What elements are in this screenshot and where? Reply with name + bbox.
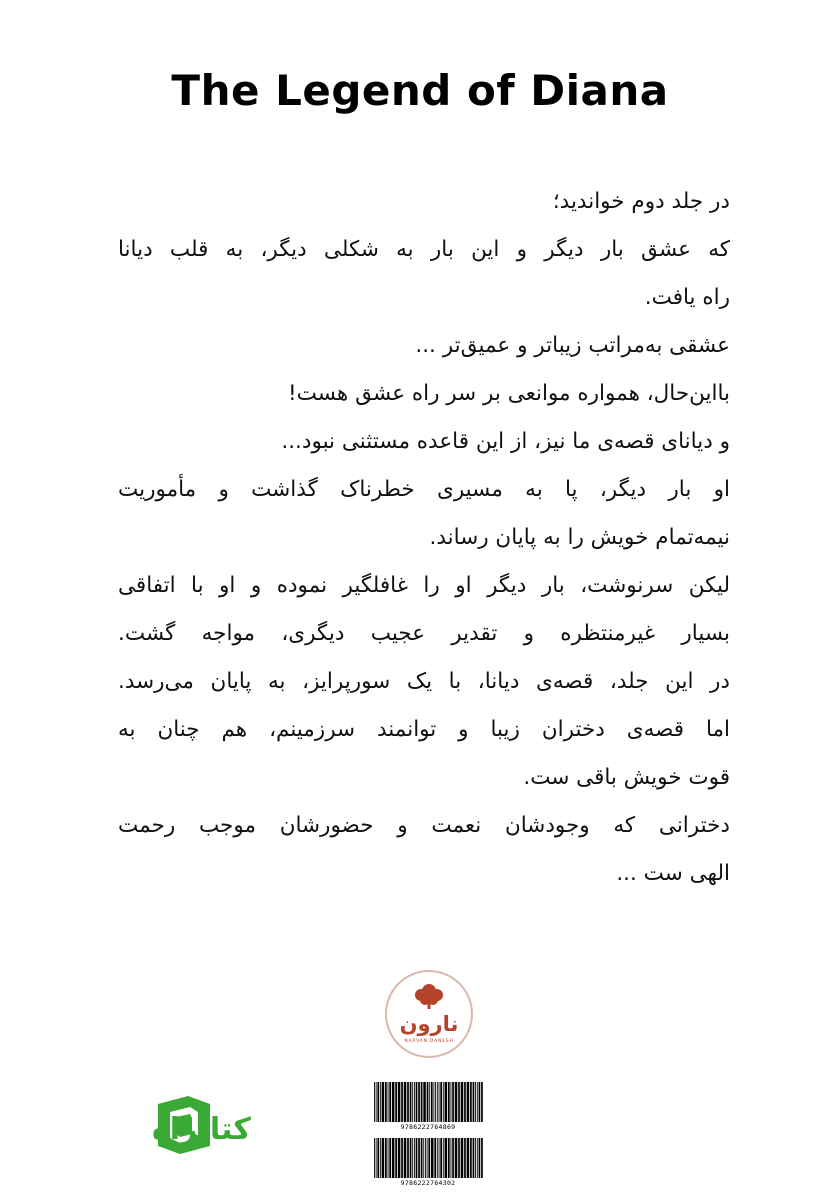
barcode-bar [418,1138,420,1178]
barcode-bars [370,1138,486,1178]
barcode-bar [475,1082,476,1122]
barcode-bar [414,1082,415,1122]
barcode-bar [452,1138,454,1178]
barcode-bar [412,1138,413,1178]
blurb-line: در جلد دوم خواندید؛ [552,189,730,214]
barcode-bar [392,1138,395,1178]
barcode-bar [380,1138,381,1178]
barcode-bar [437,1138,438,1178]
blurb-line: راه یافت. [644,285,730,310]
barcode-bar [423,1138,424,1178]
retailer-logo [40,1090,251,1160]
barcode-bar [431,1138,434,1178]
barcode-bar [440,1138,442,1178]
book-title: The Legend of Diana [171,66,669,115]
barcode-bar [423,1082,426,1122]
blurb-line: عشقی به‌مراتب زیباتر و عمیق‌تر ... [415,333,730,358]
blurb-line: قوت خویش باقی ست. [523,765,730,790]
barcode-bar [407,1082,409,1122]
barcode-bar [428,1138,430,1178]
barcode-bar [376,1138,377,1178]
barcode-bar [470,1082,472,1122]
barcode-bar [377,1138,379,1178]
barcode-bar [461,1138,464,1178]
barcode-bar [473,1138,475,1178]
barcode-bar [401,1082,403,1122]
barcode-bar [458,1082,460,1122]
barcode-bar [443,1138,444,1178]
barcode-bar [410,1138,412,1178]
publisher-logo [384,969,474,1059]
barcode-bar [382,1082,385,1122]
blurb-line: نیمه‌تمام خویش را به پایان رساند. [429,525,730,550]
blurb-line: که عشق بار دیگر و این بار به شکلی دیگر، به قلب دیانا [118,237,730,262]
barcode-bar [464,1138,466,1178]
barcode-bar [392,1082,395,1122]
barcode-bar [421,1082,423,1122]
barcode-bar [385,1138,387,1178]
barcode-bar [467,1082,470,1122]
barcode-bar [434,1082,435,1122]
barcode-bar [451,1138,452,1178]
retailer-name: کتابراه [152,1112,251,1147]
blurb-line: لیکن سرنوشت، بار دیگر او را غافلگیر نموده و او با اتفاقی [118,573,730,598]
barcode-bar [445,1082,448,1122]
barcode-bar [470,1138,472,1178]
barcode-bar [467,1138,470,1178]
publisher-name: نارون [399,1012,459,1036]
barcode-bar [377,1082,379,1122]
barcode-bar [452,1082,454,1122]
barcode-bar [437,1082,438,1122]
barcode-bar [404,1082,407,1122]
barcode-bar [448,1138,450,1178]
barcode-bar [410,1082,412,1122]
barcode-bar [398,1082,401,1122]
back-cover-blurb [118,178,730,898]
barcode-bar [431,1082,433,1122]
blurb-line: دخترانی که وجودشان نعمت و حضورشان موجب رحمت [118,813,730,838]
barcode-bar [389,1082,391,1122]
blurb-line: بااین‌حال، همواره موانعی بر سر راه عشق هست! [288,381,730,406]
barcode-bar [477,1138,478,1178]
barcode-bar [374,1082,375,1122]
barcode-bar [435,1082,436,1122]
barcode-bar [380,1082,381,1122]
barcode-bar [427,1138,428,1178]
barcode-number: 9786222764869 [400,1123,456,1131]
barcode-bar [407,1138,409,1178]
barcode-bar [464,1082,466,1122]
blurb-line: و دیانای قصه‌ی ما نیز، از این قاعده مستثنی نبود... [281,429,730,454]
barcode-bar [439,1082,440,1122]
barcode-bar [451,1082,452,1122]
barcode-bar [389,1138,391,1178]
barcode-bar [479,1082,481,1122]
publisher-subtitle: NARVAN DANESH [404,1039,454,1044]
barcode-bar [385,1082,387,1122]
barcode-bar [477,1082,478,1122]
barcode-bar [427,1082,429,1122]
barcode-bar [429,1082,430,1122]
barcode-bar [416,1082,418,1122]
barcode-bar [412,1082,413,1122]
barcode-bars [370,1082,486,1122]
barcode-bar [448,1082,450,1122]
barcode-number: 9786222764302 [400,1179,456,1187]
barcode-bar [388,1138,389,1178]
barcode-bar [414,1138,415,1178]
barcode-bar [374,1138,375,1178]
barcode-bar [440,1082,442,1122]
barcode-bar [445,1138,448,1178]
barcode-bar [479,1138,481,1178]
barcode-bar [455,1082,458,1122]
barcode-bar [376,1082,377,1122]
blurb-line: در این جلد، قصه‌ی دیانا، با یک سورپرایز، به پایان می‌رسد. [118,669,730,694]
barcode-bar [398,1138,401,1178]
barcode-bar [481,1082,483,1122]
blurb-line: او بار دیگر، پا به مسیری خطرناک گذاشت و مأموریت [118,477,730,502]
barcode-bar [388,1082,389,1122]
barcode-bar [395,1082,397,1122]
isbn-barcode [370,1138,486,1187]
barcode-bar [439,1138,440,1178]
barcode-bar [425,1138,426,1178]
barcode-bar [475,1138,476,1178]
barcode-bar [416,1138,418,1178]
barcode-bar [458,1138,460,1178]
barcode-bar [461,1082,464,1122]
barcode-bar [473,1082,475,1122]
barcode-bar [382,1138,385,1178]
barcode-bar [404,1138,407,1178]
barcode-bar [443,1082,444,1122]
isbn-barcode [370,1082,486,1131]
barcode-bar [421,1138,423,1178]
barcode-bar [481,1138,483,1178]
barcode-bar [418,1082,420,1122]
blurb-line: بسیار غیرمنتظره و تقدیر عجیب دیگری، مواجه گشت. [118,621,730,646]
blurb-line: الهی ست ... [616,861,730,886]
barcode-bar [455,1138,458,1178]
barcode-bar [434,1138,436,1178]
barcode-bar [401,1138,403,1178]
barcode-bar [395,1138,397,1178]
blurb-line: اما قصه‌ی دختران زیبا و توانمند سرزمینم، هم چنان به [118,717,730,742]
